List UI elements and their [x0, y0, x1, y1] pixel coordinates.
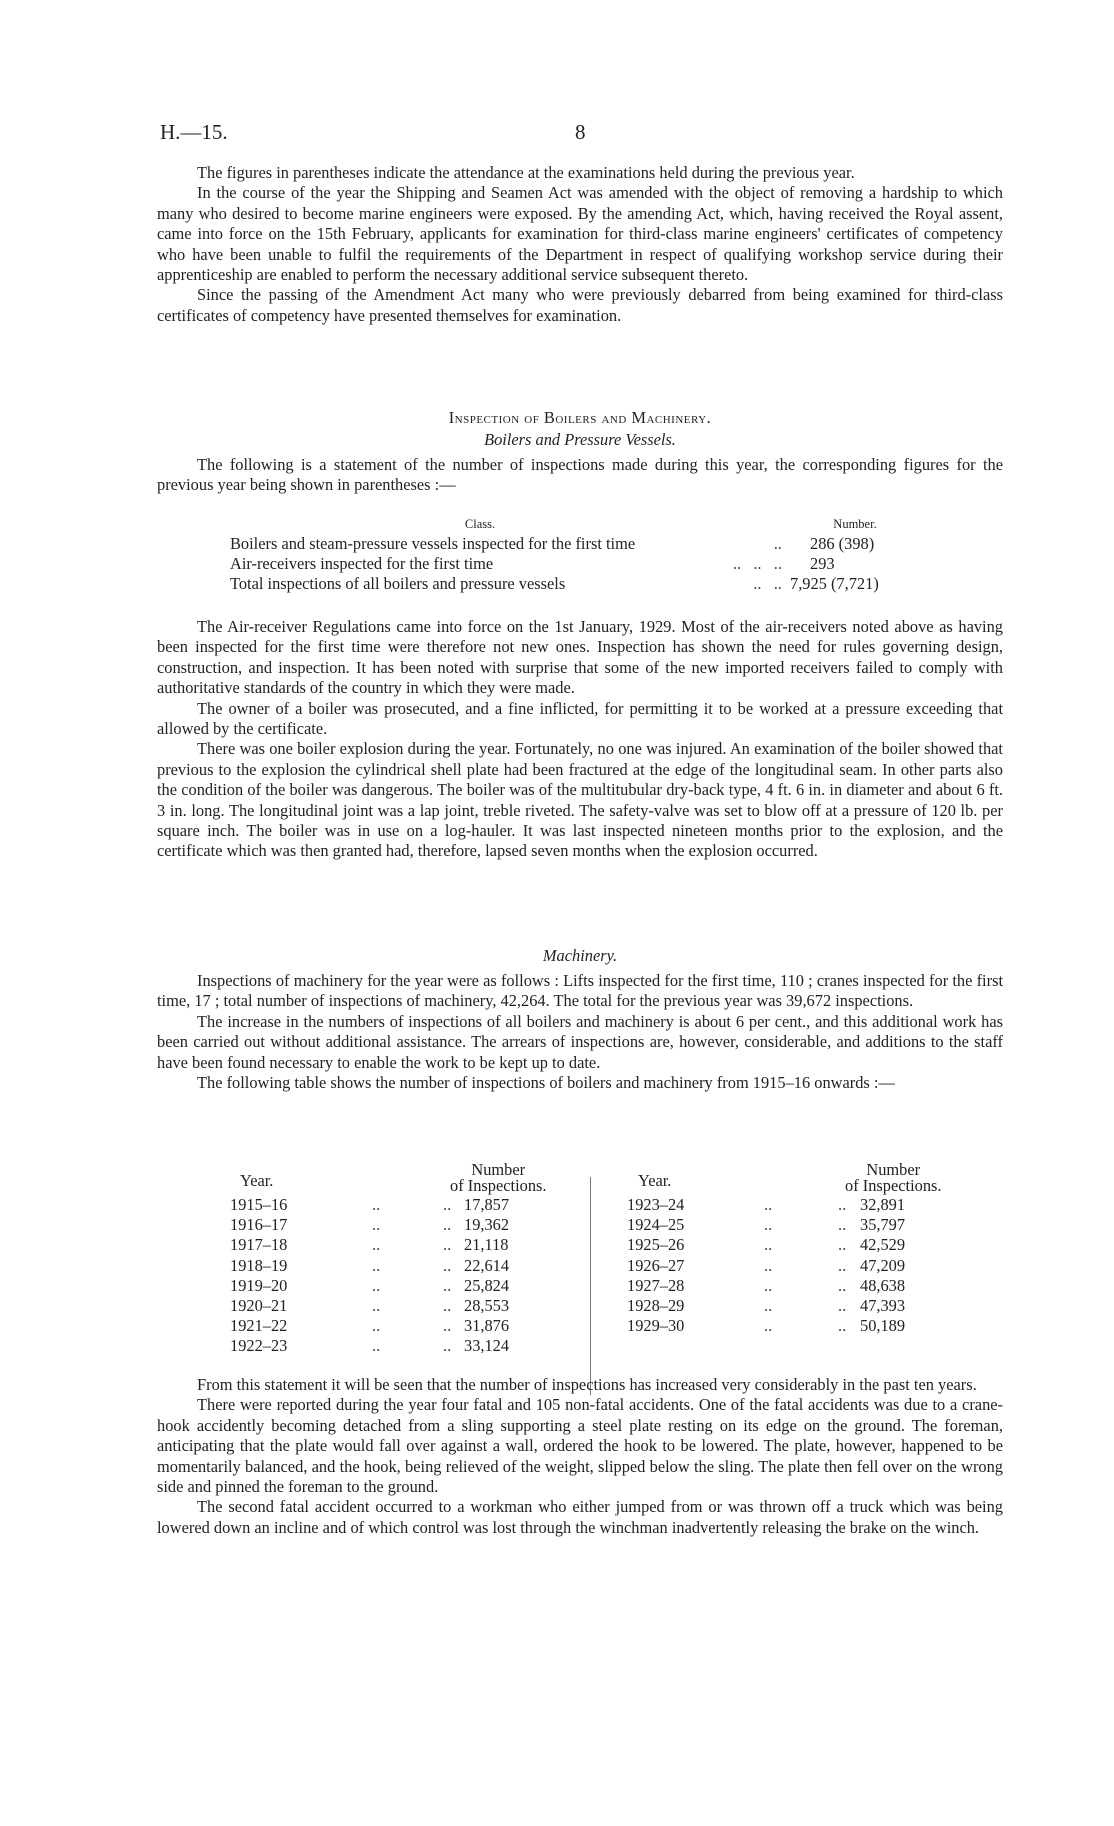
year-column-header-right: Year. [638, 1171, 672, 1190]
table-row [230, 534, 920, 554]
paragraph: The owner of a boiler was prosecuted, and a fine inflicted, for permitting it to be worked at a pressure exceeding that allowed by the certificate. [157, 698, 1003, 739]
number-cell: 47,209 [860, 1255, 906, 1275]
leader-dots: .. [773, 534, 782, 553]
number-cell: 47,393 [860, 1296, 906, 1316]
year-column-right [627, 1195, 684, 1336]
class-number: 286 (398) [810, 534, 875, 553]
year-cell: 1924–25 [627, 1215, 685, 1235]
number-cell: 17,857 [464, 1195, 510, 1214]
year-cell: 1918–19 [230, 1255, 288, 1275]
year-cell: 1922–23 [230, 1336, 288, 1356]
number-cell: 48,638 [860, 1275, 906, 1295]
paragraph: The second fatal accident occurred to a workman who either jumped from or was thrown off a truck which was being lowered down an incline and of which control was lost through the winchman inadvertently releasing the brake on the winch. [157, 1497, 1003, 1537]
year-cell: 1921–22 [230, 1316, 288, 1336]
number-column-header: Number. [833, 517, 877, 531]
paragraph: Since the passing of the Amendment Act many who were previously debarred from being examined for third-class certificates of competency have presented themselves for examination. [157, 285, 1003, 325]
closing-section [157, 1375, 1003, 1538]
year-cell: 1928–29 [627, 1296, 685, 1316]
paragraph: The following table shows the number of inspections of boilers and machinery from 1915–16 onwards :— [197, 1073, 895, 1093]
machinery-body [157, 971, 1003, 1093]
year-cell: 1920–21 [230, 1296, 288, 1316]
table-row [230, 574, 920, 594]
number-column-right [860, 1195, 905, 1336]
class-label: Total inspections of all boilers and pressure vessels [230, 574, 566, 593]
machinery-subheading: Machinery. [542, 946, 618, 965]
paragraph: There were reported during the year four fatal and 105 non-fatal accidents. One of the fatal accidents was due to a crane-hook accidently becoming detached from a sling supporting a steel plate resting on its edge on the ground. The foreman, anticipating that the plate would fall over against a wall, ordered the hook to be lowered. The plate, however, happened to be momentarily balanced, and the hook, being relieved of the weight, slipped below the sling. The plate then fell over on the wrong side and pinned the foreman to the ground. [157, 1395, 1003, 1497]
number-cell: 22,614 [464, 1255, 510, 1275]
number-cell: 50,189 [860, 1316, 906, 1336]
leader-dots-right-a: .. .. .. .. .. .. .. [764, 1195, 773, 1336]
boilers-intro [157, 455, 1003, 496]
year-cell: 1929–30 [627, 1316, 685, 1336]
paragraph: From this statement it will be seen that the number of inspections has increased very considerably in the past ten years. [197, 1375, 977, 1394]
number-cell: 33,124 [464, 1336, 510, 1356]
column-divider [590, 1177, 591, 1395]
report-code: H.—15. [160, 120, 228, 144]
year-cell: 1916–17 [230, 1215, 288, 1235]
class-label: Air-receivers inspected for the first time [230, 554, 494, 573]
leader-dots: .. .. .. [732, 554, 782, 573]
year-cell: 1919–20 [230, 1275, 288, 1295]
paragraph: There was one boiler explosion during the year. Fortunately, no one was injured. An examination of the boiler showed that previous to the explosion the cylindrical shell plate had been fractured at the edge of the longitudinal seam. In other parts also the condition of the boiler was dangerous. The boiler was of the multitubular dry-back type, 4 ft. 6 in. in diameter and about 6 ft. 3 in. long. The longitudinal joint was a lap joint, treble riveted. The safety-valve was set to blow off at a pressure of 120 lb. per square inch. The boiler was in use on a log-hauler. It was last inspected nineteen months prior to the explosion, and the certificate which was then granted had, therefore, lapsed seven months when the explosion occurred. [157, 739, 1003, 861]
number-column-left [464, 1195, 509, 1357]
number-cell: 21,118 [464, 1235, 509, 1255]
year-cell: 1915–16 [230, 1195, 288, 1214]
table-row [230, 554, 920, 574]
class-number: 293 [810, 554, 835, 573]
year-cell: 1923–24 [627, 1195, 685, 1214]
number-column-header-right: Number of Inspections. [845, 1160, 942, 1195]
paragraph: Inspections of machinery for the year were as follows : Lifts inspected for the first time, 110 ; cranes inspected for the first time, 17 ; total number of inspections of machinery, 42,264. The total for the previous year was 39,672 inspections. [157, 971, 1003, 1011]
number-cell: 31,876 [464, 1316, 510, 1336]
year-cell: 1926–27 [627, 1255, 685, 1275]
year-cell: 1925–26 [627, 1235, 685, 1255]
year-cell: 1917–18 [230, 1235, 288, 1255]
paragraph: The figures in parentheses indicate the attendance at the examinations held during the previous year. [197, 163, 855, 182]
paragraph: The following is a statement of the number of inspections made during this year, the corresponding figures for the previous year being shown in parentheses :— [157, 455, 1003, 495]
number-cell: 42,529 [860, 1235, 906, 1255]
page-number: 8 [575, 120, 586, 144]
leader-dots-left-b: .. .. .. .. .. .. .. .. [443, 1195, 452, 1356]
boilers-subheading: Boilers and Pressure Vessels. [484, 430, 676, 449]
year-column-left [230, 1195, 287, 1357]
number-column-header-left: Number of Inspections. [450, 1160, 547, 1195]
class-number: 7,925 (7,721) [790, 574, 879, 593]
paragraph: The Air-receiver Regulations came into force on the 1st January, 1929. Most of the air-receivers noted above as having been inspected for the first time were therefore not new ones. Inspection has shown the need for rules governing design, construction, and inspection. It has been noted with surprise that some of the new imported receivers failed to comply with authoritative standards of the country in which they were made. [157, 617, 1003, 698]
leader-dots: .. .. [753, 574, 782, 593]
class-label: Boilers and steam-pressure vessels inspected for the first time [230, 534, 636, 553]
year-column-header-left: Year. [240, 1171, 274, 1190]
number-cell: 25,824 [464, 1275, 510, 1295]
boiler-class-table [230, 514, 920, 594]
boilers-body [157, 617, 1003, 862]
number-cell: 32,891 [860, 1195, 906, 1214]
paragraph: The increase in the numbers of inspections of all boilers and machinery is about 6 per cent., and this additional work has been carried out without additional assistance. The arrears of inspections are, however, considerable, and additions to the staff have been found necessary to enable the work to be kept up to date. [157, 1011, 1003, 1072]
section-heading: Inspection of Boilers and Machinery. [448, 408, 712, 427]
year-cell: 1927–28 [627, 1275, 685, 1295]
number-cell: 28,553 [464, 1296, 510, 1316]
number-cell: 35,797 [860, 1215, 906, 1235]
number-cell: 19,362 [464, 1215, 510, 1235]
leader-dots-left-a: .. .. .. .. .. .. .. .. [372, 1195, 381, 1356]
leader-dots-right-b: .. .. .. .. .. .. .. [838, 1195, 847, 1336]
class-column-header: Class. [464, 517, 496, 531]
paragraph: In the course of the year the Shipping and Seamen Act was amended with the object of removing a hardship to which many who desired to become marine engineers were exposed. By the amending Act, which, having received the Royal assent, came into force on the 15th February, applicants for examination for third-class marine engineers' certificates of competency who have been unable to fulfil the requirements of the Department in respect of qualifying workshop service during their apprenticeship are enabled to perform the necessary additional service subsequent thereto. [157, 183, 1003, 285]
intro-section [157, 163, 1003, 326]
